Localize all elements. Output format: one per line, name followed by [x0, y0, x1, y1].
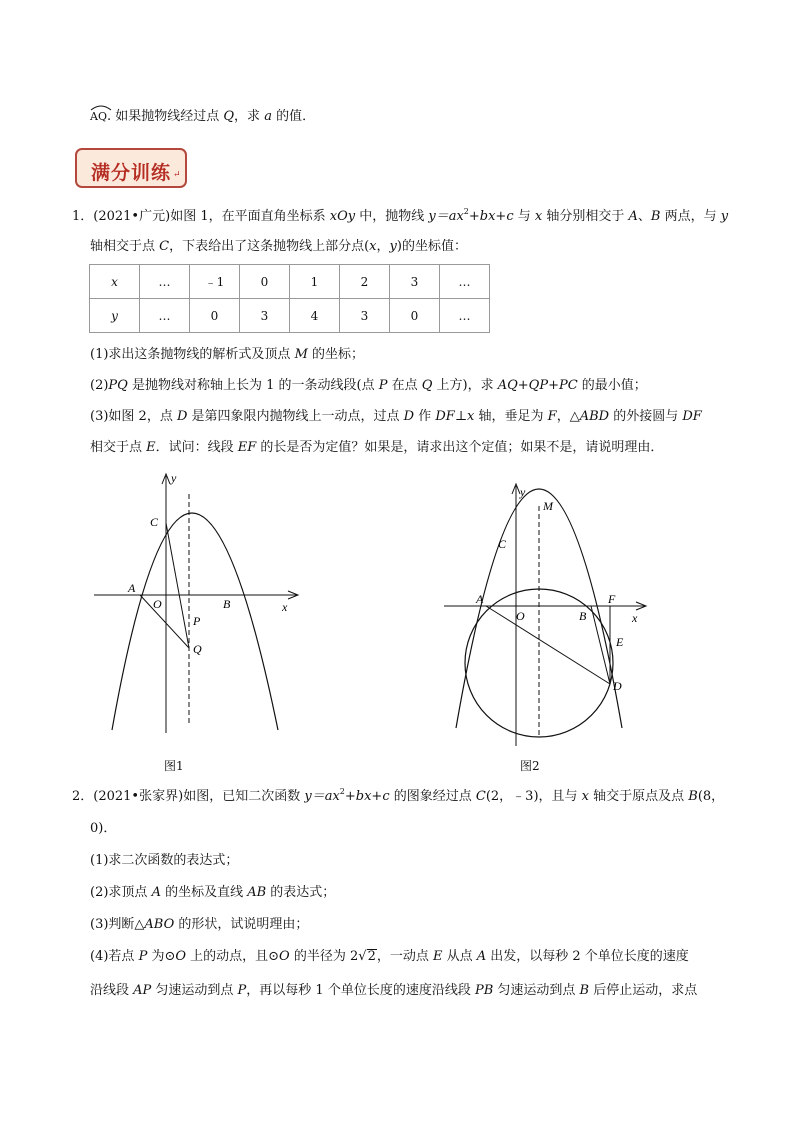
sqrt-symbol: √2 — [358, 949, 376, 964]
segment-ad — [486, 606, 610, 684]
label-q: Q — [193, 642, 202, 656]
coordinate-table — [89, 264, 490, 333]
label-e: E — [616, 635, 624, 649]
problem-2-line-2: 0)． — [90, 821, 117, 836]
table-cell: 3 — [240, 299, 290, 333]
problem-1-question-3: (3)如图 2，点 D 是第四象限内抛物线上一动点，过点 D 作 DF⊥x 轴，垂足为 F，△ABD 的外接圆与 DF — [90, 409, 702, 424]
label-b: B — [223, 597, 231, 611]
label-b: B — [579, 609, 587, 623]
problem-2-question-4-cont: 沿线段 AP 匀速运动到点 P，再以每秒 1 个单位长度的速度沿线段 PB 匀速运动到点 B 后停止运动，求点 — [90, 983, 698, 998]
problem-1-line-2: 轴相交于点 C，下表给出了这条抛物线上部分点(x，y)的坐标值： — [90, 239, 467, 254]
label-y: y — [520, 485, 526, 499]
label-f: F — [608, 592, 616, 606]
table-row — [90, 265, 490, 299]
table-cell: … — [440, 299, 490, 333]
table-header-y: y — [90, 299, 140, 333]
table-cell: … — [140, 299, 190, 333]
label-x: x — [282, 600, 288, 614]
label-d: D — [613, 679, 622, 693]
intro-line: AQ. 如果抛物线经过点 Q，求 a 的值． — [90, 108, 315, 126]
label-o: O — [516, 609, 525, 623]
table-header-x: x — [90, 265, 140, 299]
table-cell: 0 — [240, 265, 290, 299]
label-p: P — [193, 614, 201, 628]
return-mark-icon: ↵ — [173, 170, 181, 180]
table-row — [90, 299, 490, 333]
table-cell: … — [140, 265, 190, 299]
label-a: A — [128, 581, 136, 595]
table-cell: 3 — [390, 265, 440, 299]
table-cell: ﹣1 — [190, 265, 240, 299]
figure-1-caption: 图1 — [164, 759, 184, 773]
problem-1-question-1: (1)求出这条抛物线的解析式及顶点 M 的坐标； — [90, 347, 365, 362]
label-y: y — [171, 471, 177, 485]
label-c: C — [498, 537, 507, 551]
table-cell: 3 — [340, 299, 390, 333]
problem-2-line-1: 2．(2021•张家界)如图，已知二次函数 $y=ax^2+bx+c$ 的图象经过点 C(2，﹣3)，且与 x 轴交于原点及点 B(8， — [72, 787, 725, 804]
figure-2 — [440, 476, 660, 766]
arc-aq-label: AQ — [90, 108, 107, 126]
problem-2-question-1: (1)求二次函数的表达式； — [90, 853, 239, 868]
problem-2-question-2: (2)求顶点 A 的坐标及直线 AB 的表达式； — [90, 885, 336, 900]
label-c: C — [150, 515, 159, 529]
table-cell: 4 — [290, 299, 340, 333]
table-cell: 0 — [190, 299, 240, 333]
problem-1-question-3-cont: 相交于点 E．试问：线段 EF 的长是否为定值？如果是，请求出这个定值；如果不是，请说明理由． — [90, 440, 664, 455]
arc-mark-icon — [90, 105, 112, 111]
table-cell: … — [440, 265, 490, 299]
table-cell: 0 — [390, 299, 440, 333]
segment-cq — [166, 523, 189, 648]
problem-2-question-4: (4)若点 P 为⊙O 上的动点，且⊙O 的半径为 2√2，一动点 E 从点 A 出发，以每秒 2 个单位长度的速度 — [90, 949, 689, 964]
problem-1-question-2: (2)PQ 是抛物线对称轴上长为 1 的一条动线段(点 P 在点 Q 上方)，求 AQ+QP+PC 的最小值； — [90, 378, 647, 393]
label-x: x — [632, 611, 638, 625]
figure-1 — [80, 468, 310, 768]
problem-2-question-3: (3)判断△ABO 的形状，试说明理由； — [90, 917, 309, 932]
label-a: A — [476, 592, 484, 606]
label-o: O — [153, 597, 162, 611]
problem-1-line-1: 1．(2021•广元)如图 1，在平面直角坐标系 xOy 中，抛物线 $y=ax^2+bx+c$ 与 x 轴分别相交于 A、B 两点，与 y — [72, 207, 729, 224]
table-cell: 2 — [340, 265, 390, 299]
table-cell: 1 — [290, 265, 340, 299]
segment-ap — [140, 595, 189, 648]
figure-2-caption: 图2 — [520, 759, 540, 773]
label-m: M — [543, 499, 553, 513]
section-badge-label: 满分训练 — [91, 162, 172, 184]
section-badge — [75, 148, 187, 188]
